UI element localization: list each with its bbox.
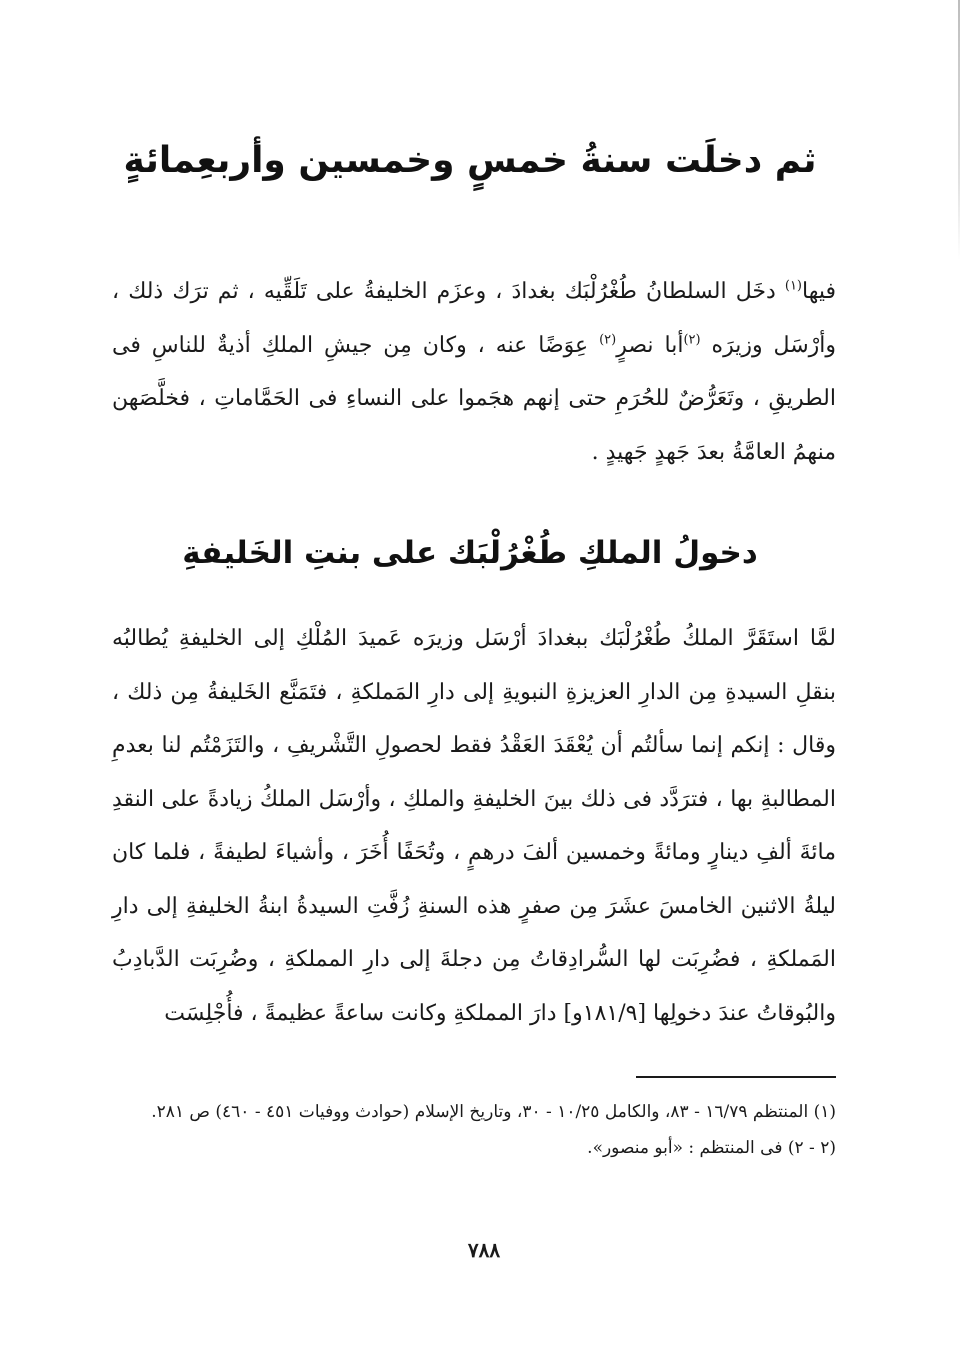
footnote-ref-2-open[interactable]: (٢) (683, 332, 701, 348)
page-title: ثم دخلَت سنةُ خمسٍ وخمسين وأربعِمائةٍ (123, 140, 817, 181)
footnote-ref-2-close[interactable]: (٢) (599, 332, 617, 348)
footnote-divider (636, 1076, 836, 1078)
page-number: ٧٨٨ (467, 1238, 501, 1262)
paragraph-1-text-c: عِوَضًا عنه ، وكان مِن جيشِ الملكِ أذيةٌ للناسِ فى الطريقِ ، وتَعَرُّضٌ للحُرَمِ حتى إنهم هجَموا على النساءِ فى الحَمَّاماتِ ، فخلَّصَهن منهمُ العامَّةُ بعدَ جَهدٍ جَهيدٍ . (112, 332, 836, 465)
paragraph-1 (112, 265, 836, 479)
scan-edge-mark (958, 0, 960, 260)
paragraph-1-text-b: أبا نصرٍ (616, 332, 684, 358)
paragraph-1-text-a: دخَل السلطانُ طُغْرُلْبَك بغدادَ ، وعزَم الخليفةُ على تَلَقِّيه ، ثم ترَك ذلك ، وأرْسَل وزيرَه (112, 279, 836, 358)
footnote-2: (٢ - ٢) فى المنتظم : «أبو منصور». (587, 1138, 836, 1158)
footnote-ref-1[interactable]: (١) (784, 278, 802, 294)
paragraph-2: لمَّا استَقَرَّ الملكُ طُغْرُلْبَك ببغدادَ أرْسَل وزيرَه عَميدَ المُلْكِ إلى الخليفةِ يُطالبُه بنقلِ السيدةِ مِن الدارِ العزيزةِ النبويةِ إلى دارِ المَملكةِ ، فتَمَنَّع الخَليفةُ مِن ذلك ، وقال : إنكم إنما سألتُم أن يُعْقَدَ العَقْدُ فقط لحصولِ التَّشْريفِ ، والتَزَمْتُم لنا بعدمِ المطالبةِ بها ، فترَدَّد فى ذلك بينَ الخليفةِ والملكِ ، وأرْسَل الملكُ زيادةً على النقدِ مائةَ ألفِ دينارٍ ومائةً وخمسين ألفَ درهمٍ ، وتُحَفًا أُخَرَ ، وأشياءَ لطيفةً ، فلما كان ليلةُ الاثنين الخامسَ عشَرَ مِن صفرٍ هذه السنةِ زُفَّتِ السيدةُ ابنةُ الخليفةِ إلى دارِ المَملكةِ ، فضُرِبَت لها السُّرادِقاتُ مِن دجلةَ إلى دارِ المملكةِ ، وضُرِبَت الدَّبادِبُ والبُوقاتُ عندَ دخولِها [١٨١/٩و] دارَ المملكةِ وكانت ساعةً عظيمةً ، فأُجْلِسَت (112, 626, 836, 1026)
section-heading: دخولُ الملكِ طُغْرُلْبَك على بنتِ الخَليفةِ (182, 535, 758, 571)
footnote-1: (١) المنتظم ١٦/٧٩ - ٨٣، والكامل ١٠/٢٥ - ٣٠، وتاريخ الإسلام (حوادث ووفيات ٤٥١ - ٤٦٠) ص ٢٨١. (151, 1102, 836, 1122)
footnotes (122, 1094, 836, 1166)
paragraph-1-lead: فيها (802, 279, 836, 304)
